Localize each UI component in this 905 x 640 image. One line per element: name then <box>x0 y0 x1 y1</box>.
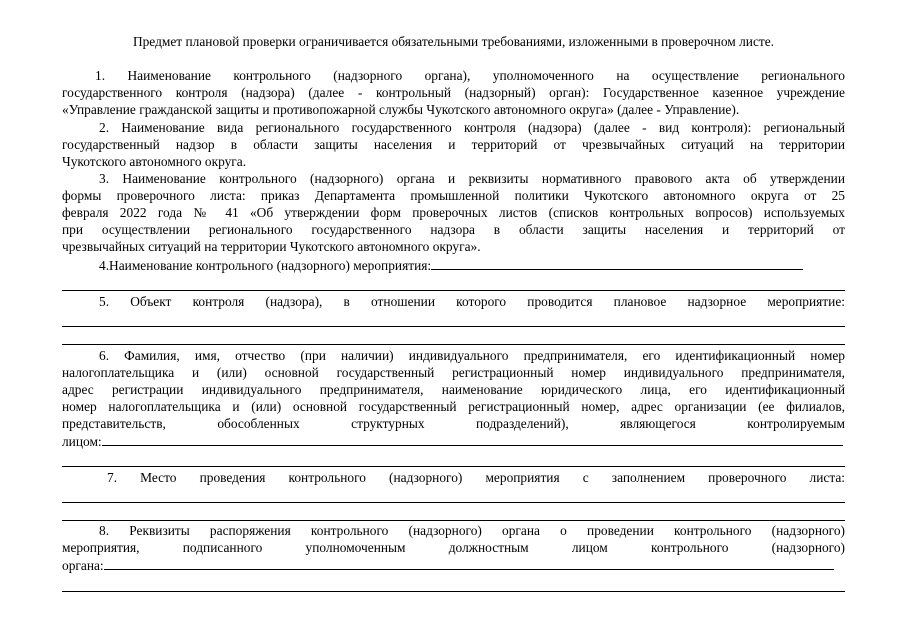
item8-blank-line[interactable] <box>62 591 845 592</box>
item6-line4: номер налогоплательщика и (или) основной государственный регистрационный номер, адрес организации (ее филиалов, <box>62 399 845 414</box>
item7-blank-line-2[interactable] <box>62 520 845 521</box>
item5-blank-line-2[interactable] <box>62 344 845 345</box>
item7-line: 7. Место проведения контрольного (надзорного) мероприятия с заполнением проверочного листа: <box>107 470 845 485</box>
document-page <box>62 0 845 640</box>
item1-line3: «Управление гражданской защиты и противопожарной службы Чукотского автономного округа» (далее - Управление). <box>62 102 740 117</box>
item5-line: 5. Объект контроля (надзора), в отношении которого проводится плановое надзорное мероприятие: <box>99 294 845 309</box>
item6-blank-line[interactable] <box>62 466 845 467</box>
item6-line6 <box>62 432 845 449</box>
intro-text: Предмет плановой проверки ограничивается обязательными требованиями, изложенными в проверочном листе. <box>132 34 775 49</box>
item4-fill-field[interactable] <box>431 256 803 270</box>
item3-line1: 3. Наименование контрольного (надзорного) органа и реквизиты нормативного правового акта об утверждении <box>99 171 845 186</box>
item3-line4: при осуществлении регионального государственного надзора в области защиты населения и территорий от <box>62 222 845 237</box>
item4-line <box>99 256 845 273</box>
item3-line3: февраля 2022 года № 41 «Об утверждении форм проверочных листов (списков контрольных вопросов) используемых <box>62 205 845 220</box>
item8-line2: мероприятия, подписанного уполномоченным должностным лицом контрольного (надзорного) <box>62 540 845 555</box>
item6-line1: 6. Фамилия, имя, отчество (при наличии) индивидуального предпринимателя, его идентификационный номер <box>99 348 845 363</box>
item8-line1: 8. Реквизиты распоряжения контрольного (надзорного) органа о проведении контрольного (надзорного) <box>99 523 845 538</box>
item6-label-end: лицом: <box>62 434 102 449</box>
item8-fill-field[interactable] <box>104 556 834 570</box>
item6-line2: налогоплательщика и (или) основной государственный регистрационный номер индивидуального предпринимателя, <box>62 365 845 380</box>
item2-line1: 2. Наименование вида регионального государственного контроля (надзора) (далее - вид контроля): региональный <box>99 120 845 135</box>
item4-blank-line[interactable] <box>62 290 845 291</box>
item6-line5: представительств, обособленных структурных подразделений), являющегося контролируемым <box>62 416 845 431</box>
item8-line3 <box>62 556 845 573</box>
item1-line1: 1. Наименование контрольного (надзорного органа), уполномоченного на осуществление регионального <box>95 68 845 83</box>
item3-line5: чрезвычайных ситуаций на территории Чукотского автономного округа». <box>62 239 481 254</box>
item7-blank-line-1[interactable] <box>62 502 845 503</box>
item5-blank-line-1[interactable] <box>62 326 845 327</box>
item2-line2: государственный надзор в области защиты населения и территорий от чрезвычайных ситуаций на территории <box>62 137 845 152</box>
item3-line2: формы проверочного листа: приказ Департамента промышленной политики Чукотского автономного округа от 25 <box>62 188 845 203</box>
item6-line3: адрес регистрации индивидуального предпринимателя, наименование юридического лица, его идентификационный <box>62 382 845 397</box>
item6-fill-field[interactable] <box>102 432 843 446</box>
item4-label: 4.Наименование контрольного (надзорного) мероприятия: <box>99 258 432 273</box>
item1-line2: государственного контроля (надзора) (далее - контрольный (надзорный) орган): Государственное казенное учреждение <box>62 85 845 100</box>
item2-line3: Чукотского автономного округа. <box>62 154 247 169</box>
item8-label-end: органа: <box>62 558 104 573</box>
